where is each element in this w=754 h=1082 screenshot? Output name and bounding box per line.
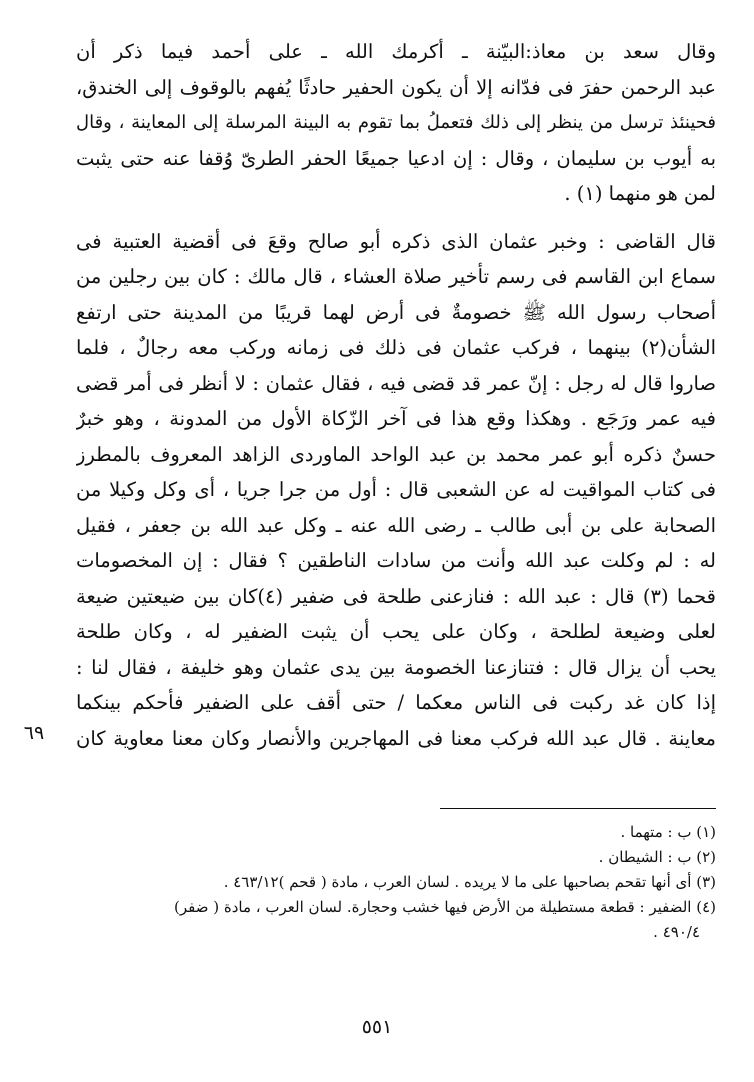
text-line: له : لم وكلت عبد الله وأنت من سادات الناطقين ؟ فقال : إن المخصومات — [76, 549, 716, 572]
main-text — [76, 34, 716, 756]
footnote: (٢) ب : الشيطان . — [598, 848, 716, 866]
text-line: صاروا قال له رجل : إنّ عمر قد قضى فيه ، فقال عثمان : لا أنظر فى أمر قضى — [76, 371, 716, 395]
text-line: الشأن(٢) بينهما ، فركب عثمان فى ذلك فى زمانه وركب معه رجالٌ ، فلما — [76, 336, 716, 359]
text-line: فى كتاب المواقيت له عن الشعبى قال : أول من جرا جريا ، أى وكل وكيلا من — [76, 478, 716, 501]
text-line: حسنٌ ذكره أبو عمر محمد بن عبد الواحد الماوردى الزاهد المعروف بالمطرز — [76, 442, 716, 466]
text-line: لعلى وضيعة لطلحة ، وكان على يحب أن يثبت الضفير له ، وكان طلحة — [76, 620, 716, 643]
text-line: إذا كان غد ركبت فى الناس معكما / حتى أقف على الضفير فأحكم بينكما — [76, 691, 716, 714]
paragraph-1 — [76, 34, 716, 212]
page-number: ٥٥١ — [361, 1016, 393, 1038]
margin-folio-number: ٦٩ — [23, 722, 45, 744]
text-line: أصحاب رسول الله ﷺ خصومةٌ فى أرض لهما قريبًا من المدينة حتى ارتفع — [76, 300, 716, 324]
footnote: (٣) أى أنها تقحم بصاحبها على ما لا يريده . لسان العرب ، مادة ( قحم )٤٦٣/١٢ . — [223, 873, 716, 891]
paragraph-2 — [76, 224, 716, 757]
text-line: به أيوب بن سليمان ، وقال : إن ادعيا جميعًا الحفر الطرىّ وُقفا عنه حتى يثبت — [76, 146, 716, 170]
footnote: (١) ب : متهما . — [620, 823, 716, 841]
footnote-continuation: ٤٩٠/٤ . — [653, 923, 700, 941]
text-line: قال القاضى : وخبر عثمان الذى ذكره أبو صالح وقعَ فى أقضية العتبية فى — [76, 229, 716, 253]
text-line: فحينئذ ترسل من ينظر إلى ذلك فتعملُ بما تقوم به البينة المرسلة إلى المعاينة ، وقال — [76, 112, 716, 133]
text-line: لمن هو منهما (١) . — [564, 182, 716, 205]
footnote-divider — [440, 808, 716, 809]
text-line: وقال سعد بن معاذ:البيّنة ـ أكرمك الله ـ على أحمد فيما ذكر أن — [76, 40, 716, 63]
text-line: يحب أن يزال قال : فتنازعنا الخصومة بين يدى عثمان وهو خليفة ، فقال لنا : — [76, 655, 716, 679]
text-line: معاينة . قال عبد الله فركب معنا فى المهاجرين والأنصار وكان معنا معاوية كان — [76, 726, 716, 750]
text-line: سماع ابن القاسم فى رسم تأخير صلاة العشاء ، قال مالك : كان بين رجلين من — [76, 265, 716, 288]
paragraph-spacer — [76, 212, 716, 224]
text-line: عبد الرحمن حفرَ فى فدّانه إلا أن يكون الحفير حادثًا يُفهم بالوقوف إلى الخندق، — [76, 75, 716, 99]
text-line: فيه عمر ورَجَع . وهكذا وقع هذا فى آخر الزّكاة الأول من المدونة ، وهو خبرٌ — [76, 407, 716, 430]
footnote: (٤) الضفير : قطعة مستطيلة من الأرض فيها خشب وحجارة. لسان العرب ، مادة ( ضفر) — [174, 898, 716, 916]
text-line: الصحابة على بن أبى طالب ـ رضى الله عنه ـ وكل عبد الله بن جعفر ، فقيل — [76, 513, 716, 537]
footnotes — [76, 820, 716, 945]
text-line: قحما (٣) قال : عبد الله : فنازعنى طلحة فى ضفير (٤)كان بين ضيعتين ضيعة — [76, 584, 716, 608]
